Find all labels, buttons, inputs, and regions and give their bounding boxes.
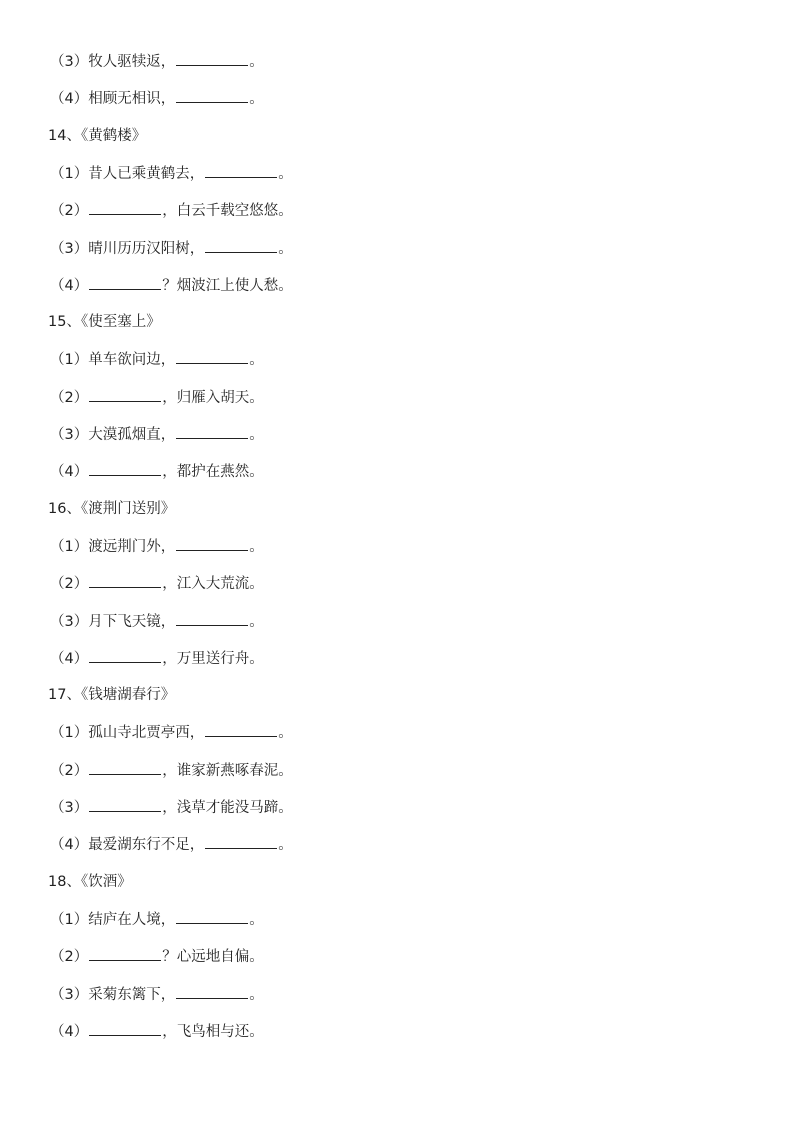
verse-after: ，万里送行舟。: [162, 650, 264, 667]
item-number: （2）: [50, 203, 89, 220]
verse-before: 相顾无相识，: [88, 91, 176, 108]
verse-after: 。: [278, 165, 293, 182]
verse-before: 渡远荆门外，: [88, 538, 176, 555]
item-number: （2）: [50, 389, 89, 406]
item-number: （4）: [50, 837, 89, 854]
item-number: （2）: [50, 576, 89, 593]
verse-after: ，都护在燕然。: [162, 464, 264, 481]
verse-after: ，谁家新燕啄春泥。: [162, 762, 293, 779]
item-number: （3）: [50, 613, 89, 630]
verse-after: ，飞鸟相与还。: [162, 1023, 264, 1040]
section-heading: 18、《饮酒》: [48, 873, 132, 890]
item-number: （3）: [50, 54, 89, 70]
item-number: （1）: [50, 165, 89, 182]
answer-blank[interactable]: [205, 236, 277, 253]
verse-before: 孤山寺北贾亭西，: [88, 725, 205, 742]
verse-after: 。: [278, 725, 293, 742]
section-heading: 16、《渡荆门送别》: [48, 500, 176, 517]
verse-after: 。: [249, 538, 264, 555]
answer-blank[interactable]: [89, 1019, 161, 1036]
verse-after: ，江入大荒流。: [162, 576, 264, 593]
verse-before: 单车欲问边，: [88, 352, 176, 369]
verse-after: 。: [278, 240, 293, 257]
verse-after: 。: [249, 911, 264, 928]
verse-after: ？烟波江上使人愁。: [162, 277, 293, 294]
question-item: [50, 236, 293, 260]
verse-before: 大漠孤烟直，: [88, 427, 176, 443]
question-item: [50, 1019, 264, 1043]
question-item: [50, 982, 264, 1006]
answer-blank[interactable]: [176, 982, 248, 999]
question-item: [50, 571, 264, 595]
question-item: [50, 832, 293, 856]
question-item: [50, 907, 264, 931]
question-item: [50, 795, 293, 819]
answer-blank[interactable]: [176, 534, 248, 551]
answer-blank[interactable]: [89, 459, 161, 476]
item-number: （4）: [50, 650, 89, 667]
question-item: [50, 86, 264, 110]
item-number: （3）: [50, 986, 89, 1003]
answer-blank[interactable]: [205, 720, 277, 737]
question-item: [50, 422, 264, 446]
question-item: [50, 161, 293, 185]
verse-before: 采菊东篱下，: [88, 986, 176, 1003]
answer-blank[interactable]: [176, 86, 248, 103]
answer-blank[interactable]: [176, 907, 248, 924]
item-number: （4）: [50, 277, 89, 294]
verse-after: ，归雁入胡天。: [162, 389, 264, 406]
question-item: [50, 609, 264, 633]
item-number: （2）: [50, 949, 89, 966]
answer-blank[interactable]: [89, 758, 161, 775]
item-number: （2）: [50, 762, 89, 779]
item-number: （4）: [50, 91, 89, 108]
question-item: [50, 720, 293, 744]
section-heading: 15、《使至塞上》: [48, 314, 161, 331]
answer-blank[interactable]: [176, 609, 248, 626]
question-item: [50, 385, 264, 409]
answer-blank[interactable]: [89, 944, 161, 961]
verse-after: ，白云千载空悠悠。: [162, 203, 293, 220]
section-heading: 17、《钱塘湖春行》: [48, 687, 176, 704]
question-item: [50, 198, 293, 222]
answer-blank[interactable]: [89, 385, 161, 402]
item-number: （4）: [50, 1023, 89, 1040]
answer-blank[interactable]: [205, 832, 277, 849]
verse-before: 昔人已乘黄鹤去，: [88, 165, 205, 182]
verse-after: ？心远地自偏。: [162, 949, 264, 966]
item-number: （1）: [50, 352, 89, 369]
item-number: （3）: [50, 800, 89, 816]
item-number: （1）: [50, 538, 89, 555]
verse-before: 月下飞天镜，: [88, 613, 176, 630]
answer-blank[interactable]: [89, 198, 161, 215]
verse-after: 。: [249, 352, 264, 369]
verse-after: 。: [249, 613, 264, 630]
verse-after: 。: [278, 837, 293, 854]
answer-blank[interactable]: [89, 795, 161, 812]
item-number: （3）: [50, 427, 89, 443]
question-item: [50, 534, 264, 558]
question-item: [50, 273, 293, 297]
verse-after: 。: [249, 986, 264, 1003]
answer-blank[interactable]: [89, 571, 161, 588]
verse-after: ，浅草才能没马蹄。: [162, 800, 293, 816]
item-number: （4）: [50, 464, 89, 481]
question-item: [50, 758, 293, 782]
item-number: （3）: [50, 240, 89, 257]
section-heading: 14、《黄鹤楼》: [48, 127, 147, 144]
verse-after: 。: [249, 91, 264, 108]
verse-before: 结庐在人境，: [88, 911, 176, 928]
answer-blank[interactable]: [176, 422, 248, 439]
answer-blank[interactable]: [205, 161, 277, 178]
item-number: （1）: [50, 911, 89, 928]
verse-before: 牧人驱犊返，: [88, 54, 176, 70]
question-item: [50, 944, 264, 968]
item-number: （1）: [50, 725, 89, 742]
answer-blank[interactable]: [89, 273, 161, 290]
verse-before: 晴川历历汉阳树，: [88, 240, 205, 257]
question-item: [50, 646, 264, 670]
answer-blank[interactable]: [176, 347, 248, 364]
question-item: [50, 347, 264, 371]
verse-after: 。: [249, 54, 264, 70]
question-item: [50, 49, 264, 73]
answer-blank[interactable]: [89, 646, 161, 663]
verse-before: 最爱湖东行不足，: [88, 837, 205, 854]
answer-blank[interactable]: [176, 49, 248, 66]
question-item: [50, 459, 264, 483]
verse-after: 。: [249, 427, 264, 443]
